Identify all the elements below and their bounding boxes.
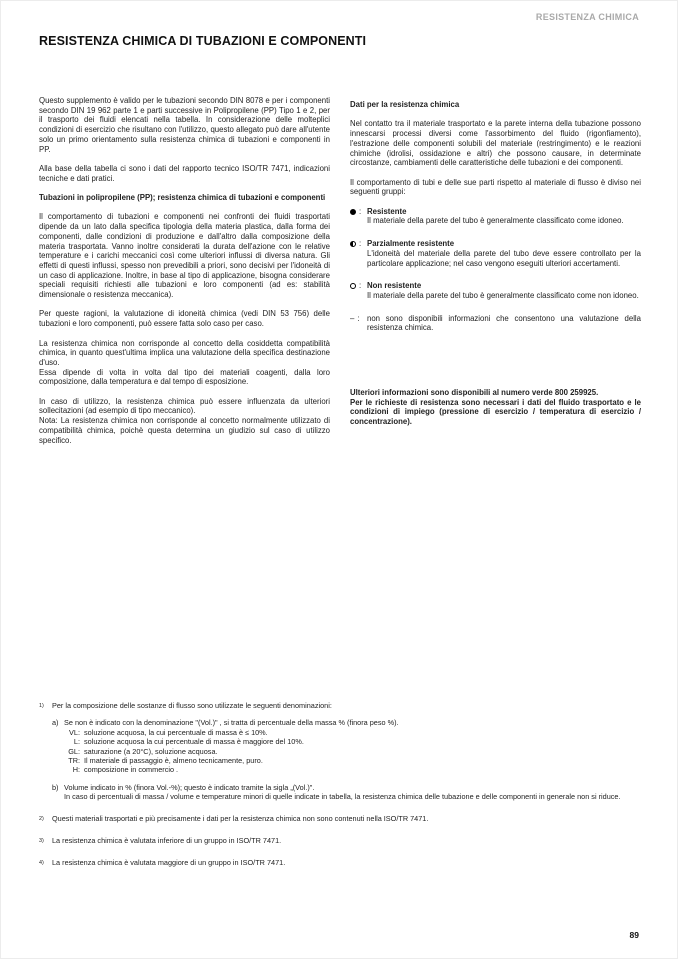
group-description: Il materiale della parete del tubo è generalmente classificato come idoneo. — [367, 216, 624, 226]
abbreviation-text: Il materiale di passaggio è, almeno tecnicamente, puro. — [84, 756, 263, 766]
abbreviation-row — [64, 728, 641, 737]
paragraph: Nel contatto tra il materiale trasportato e la parete interna della tubazione possono innescarsi processi diversi come l'assorbimento del fluido (rigonfiamento), l'estrazione delle componenti solubili del materiale (restringimento) e le reazioni chimiche (idrolisi, ossidazione e altri) che possono causare, in determinate circostanze, cambiamenti delle caratteristiche delle tubazioni e dei componenti. — [350, 119, 641, 168]
footnote-sub-a — [52, 718, 641, 774]
footnotes-section — [39, 701, 641, 881]
dash-icon: – — [350, 313, 355, 323]
abbreviation-text: composizione in commercio . — [84, 765, 179, 775]
abbreviation: VL: — [69, 727, 80, 737]
section-heading: Dati per la resistenza chimica — [350, 100, 460, 109]
sub-marker: b) — [52, 782, 59, 792]
abbreviation-row — [64, 765, 641, 774]
group-label: Resistente — [367, 206, 407, 216]
abbreviation-text: soluzione acquosa, la cui percentuale di massa è ≤ 10%. — [84, 727, 268, 737]
sub-marker: a) — [52, 718, 59, 728]
abbreviation: TR: — [68, 756, 80, 766]
sub-text: Se non è indicato con la denominazione "(Vol.)" , si tratta di percentuale della massa % (finora peso %). — [64, 718, 399, 728]
footnote-text: Questi materiali trasportati e più precisamente i dati per la resistenza chimica non sono contenuti nella ISO/TR 7471. — [52, 813, 429, 823]
info-note-line2: Per le richieste di resistenza sono necessari i dati del fluido trasportato e le condizioni di impiego (pressione di esercizio / temperatura di esercizio / concentrazione). — [350, 397, 641, 427]
paragraph: Il comportamento di tubi e delle sue parti rispetto al materiale di flusso è diviso nei seguenti gruppi: — [350, 177, 641, 197]
page-number: 89 — [629, 930, 639, 940]
abbreviation: H: — [72, 765, 80, 775]
section-heading: Tubazioni in polipropilene (PP); resistenza chimica di tubazioni e componenti — [39, 193, 326, 202]
running-header: RESISTENZA CHIMICA — [535, 12, 639, 22]
footnote-4 — [39, 858, 641, 868]
colon-separator: : — [357, 313, 360, 323]
colon-separator: : — [359, 239, 362, 249]
page-title: RESISTENZA CHIMICA DI TUBAZIONI E COMPONENTI — [39, 34, 367, 48]
empty-circle-icon — [350, 283, 356, 289]
abbreviation-row — [64, 756, 641, 765]
footnote-marker: 3) — [39, 838, 44, 845]
paragraph: Questo supplemento è valido per le tubazioni secondo DIN 8078 e per i componenti secondo DIN 19 962 parte 1 e parti successive in Polipropilene (PP) Tipo 1 e 2, per il trasporto dei fluidi elencati nella tabella. In considerazione delle molteplici condizioni di esercizio che risultano con l'utilizzo, questo allegato può dare all'utente solo un primo orientamento sulla resistenza chimica di tubazioni e componenti in PP. — [39, 96, 330, 154]
colon-separator: : — [359, 281, 362, 291]
symbol-cell — [350, 314, 367, 324]
paragraph: Per queste ragioni, la valutazione di idoneità chimica (vedi DIN 53 756) delle tubazioni e loro componenti, può essere fatta solo caso per caso. — [39, 309, 330, 329]
footnote-3 — [39, 836, 641, 846]
paragraph: In caso di utilizzo, la resistenza chimica può essere influenzata da ulteriori sollecitazioni (ad esempio di tipo meccanico). — [39, 396, 330, 416]
group-description: non sono disponibili informazioni che consentono una valutazione della resistenza chimica. — [367, 313, 641, 333]
resistance-group-non-resistente — [350, 281, 641, 300]
paragraph: La resistenza chimica non corrisponde al concetto della cosiddetta compatibilità chimica, in quanto quest'ultima implica una valutazione della specifica destinazione d'uso. — [39, 338, 330, 367]
content-columns — [39, 96, 641, 455]
resistance-group-resistente — [350, 207, 641, 226]
symbol-cell — [350, 239, 367, 249]
symbol-cell — [350, 281, 367, 291]
footnote-1 — [39, 701, 641, 802]
resistance-group-no-data — [350, 314, 641, 333]
paragraph: Alla base della tabella ci sono i dati del rapporto tecnico ISO/TR 7471, indicazioni tecniche e dati pratici. — [39, 163, 330, 183]
footnote-marker: 4) — [39, 860, 44, 867]
symbol-cell — [350, 207, 367, 217]
right-column — [350, 96, 641, 455]
abbreviation-text: saturazione (a 20°C), soluzione acquosa. — [84, 746, 218, 756]
sub-text: Volume indicato in % (finora Vol.-%); questo è indicato tramite la sigla „(Vol.)". — [64, 782, 315, 792]
resistance-group-parzialmente-resistente — [350, 239, 641, 268]
footnote-marker: 1) — [39, 703, 44, 709]
footnote-sub-b — [52, 783, 641, 802]
group-description: L'idoneità del materiale della parete del tubo deve essere controllato per la particolare applicazione; nel caso vengono eseguiti ulteriori accertamenti. — [367, 248, 641, 268]
abbreviation-row — [64, 747, 641, 756]
abbreviation: L: — [73, 737, 80, 747]
colon-separator: : — [359, 206, 362, 216]
footnote-text: La resistenza chimica è valutata inferiore di un gruppo in ISO/TR 7471. — [52, 836, 282, 846]
filled-circle-icon — [350, 209, 356, 215]
group-description: Il materiale della parete del tubo è generalmente classificato come non idoneo. — [367, 290, 639, 300]
half-filled-circle-icon — [350, 241, 356, 247]
info-note-line1: Ulteriori informazioni sono disponibili al numero verde 800 259925. — [350, 388, 599, 398]
group-body — [367, 281, 641, 300]
footnote-body — [52, 836, 641, 846]
paragraph: Essa dipende di volta in volta dal tipo dei materiali coagenti, dalla loro composizione, dalla temperatura e dal tempo di esposizione. — [39, 367, 330, 387]
footnote-body — [52, 858, 641, 868]
abbreviation: GL: — [68, 746, 80, 756]
group-body — [367, 314, 641, 333]
footnote-marker: 2) — [39, 815, 44, 822]
footnote-body — [52, 814, 641, 824]
footnote-text: Per la composizione delle sostanze di flusso sono utilizzate le seguenti denominazioni: — [52, 701, 332, 710]
sub-body — [64, 783, 641, 802]
left-column — [39, 96, 330, 455]
group-body — [367, 207, 641, 226]
abbreviation-text: soluzione acquosa la cui percentuale di massa è maggiore del 10%. — [84, 737, 304, 747]
sub-body — [64, 718, 641, 774]
footnote-2 — [39, 814, 641, 824]
group-label: Non resistente — [367, 281, 422, 291]
footnote-text: La resistenza chimica è valutata maggiore di un gruppo in ISO/TR 7471. — [52, 858, 286, 868]
paragraph: Nota: La resistenza chimica non corrisponde al concetto normalmente utilizzato di compatibilità chimica, poichè questa determina un giudizio sul caso di utilizzo specifico. — [39, 416, 330, 445]
sub-text: In caso di percentuali di massa / volume e temperature minori di quelle indicate in tabella, la resistenza chimica delle tubazione e delle componenti in generale non si riduce. — [64, 792, 621, 802]
group-body — [367, 239, 641, 268]
footnote-body — [52, 701, 641, 802]
paragraph: Il comportamento di tubazioni e componenti nei confronti dei fluidi trasportati dipende da un lato dalla specifica tipologia della materia plastica, dalla forma dei componenti, dalle condizioni di produzione e dall'altro dalla composizione della materia trasportata. Vanno inoltre considerati la durata dell'azione con le relative temperature e i carichi meccanici così come ulteriori influssi di diversa natura. Gli effetti di questi influssi, spesso non prevedibili a priori, sono decisivi per l'idoneità di un caso di applicazione. Inoltre, in base al tipo di applicazione, bisogna considerare speciali requisiti richiesti alle tubazioni e loro componenti (ad es: stabilità dimensionale o resistenza meccanica). — [39, 212, 330, 300]
abbreviation-row — [64, 737, 641, 746]
group-label: Parzialmente resistente — [367, 239, 455, 249]
